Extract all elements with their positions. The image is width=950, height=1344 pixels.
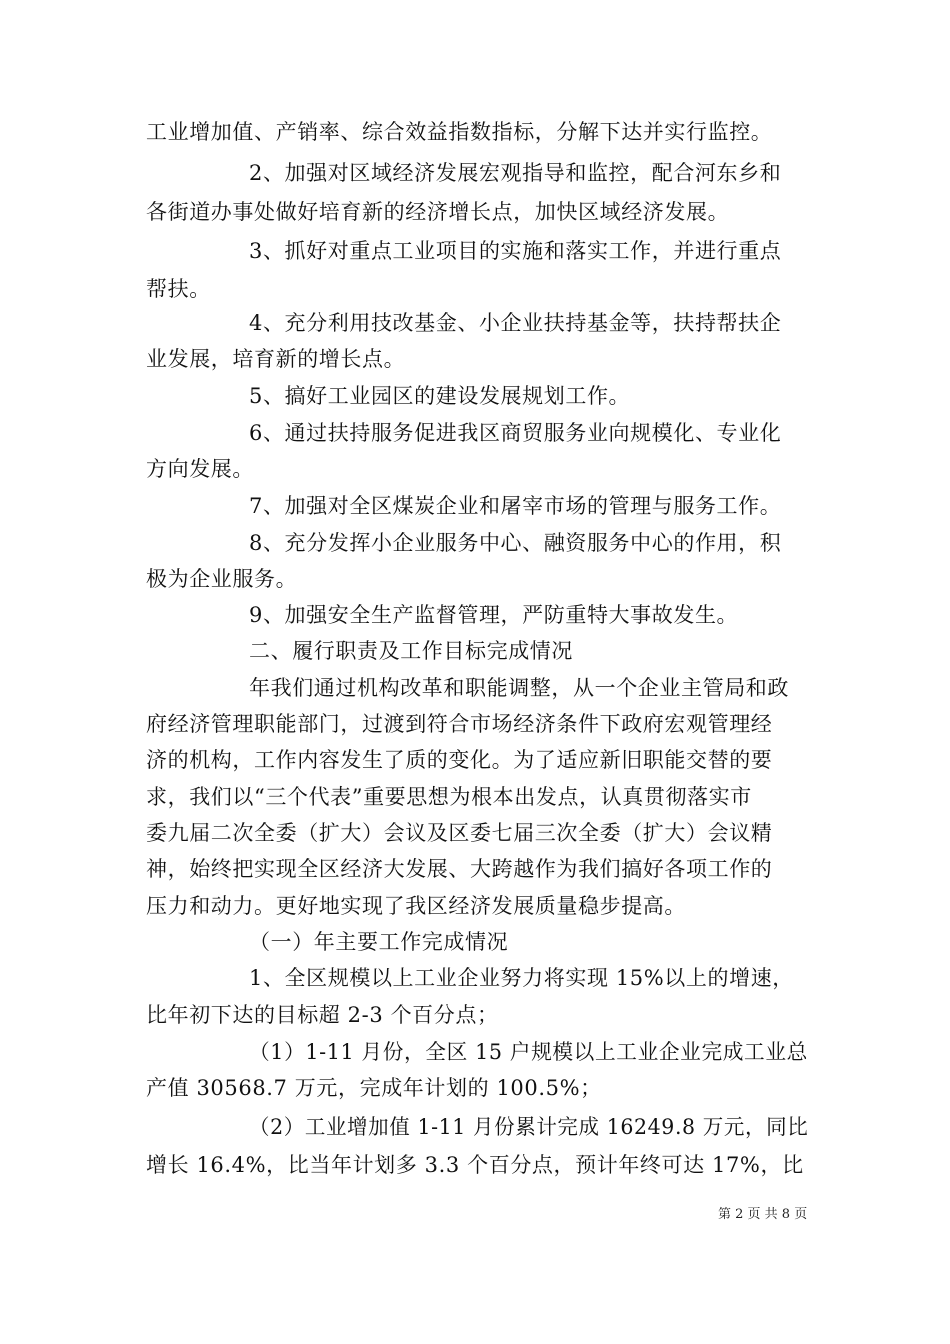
text-line: 工业增加值、产销率、综合效益指数指标，分解下达并实行监控。 — [146, 120, 773, 144]
text-line: 委九届二次全委（扩大）会议及区委七届三次全委（扩大）会议精 — [146, 821, 773, 845]
text-line: （1）1-11 月份，全区 15 户规模以上工业企业完成工业总 — [249, 1040, 808, 1064]
text-line: 9、加强安全生产监督管理，严防重特大事故发生。 — [249, 603, 739, 627]
text-line: 2、加强对区域经济发展宏观指导和监控，配合河东乡和 — [249, 161, 782, 185]
text-line: 帮扶。 — [146, 277, 211, 301]
text-line: 5、搞好工业园区的建设发展规划工作。 — [249, 384, 631, 408]
text-line: 神，始终把实现全区经济大发展、大跨越作为我们搞好各项工作的 — [146, 857, 773, 881]
text-line: 业发展，培育新的增长点。 — [146, 347, 406, 371]
text-line: 求，我们以“三个代表”重要思想为根本出发点，认真贯彻落实市 — [146, 785, 752, 809]
section-heading: 二、履行职责及工作目标完成情况 — [249, 639, 573, 663]
text-line: （2）工业增加值 1-11 月份累计完成 16249.8 万元，同比 — [249, 1115, 809, 1139]
text-line: 7、加强对全区煤炭企业和屠宰市场的管理与服务工作。 — [249, 494, 782, 518]
text-line: 方向发展。 — [146, 457, 254, 481]
text-line: 1、全区规模以上工业企业努力将实现 15%以上的增速， — [249, 966, 794, 990]
text-line: 产值 30568.7 万元，完成年计划的 100.5%； — [146, 1076, 602, 1100]
text-line: 济的机构，工作内容发生了质的变化。为了适应新旧职能交替的要 — [146, 748, 773, 772]
text-line: 府经济管理职能部门，过渡到符合市场经济条件下政府宏观管理经 — [146, 712, 773, 736]
text-line: 各街道办事处做好培育新的经济增长点，加快区域经济发展。 — [146, 200, 730, 224]
text-line: 3、抓好对重点工业项目的实施和落实工作，并进行重点 — [249, 239, 782, 263]
text-line: 压力和动力。更好地实现了我区经济发展质量稳步提高。 — [146, 894, 686, 918]
text-line: 极为企业服务。 — [146, 567, 298, 591]
text-line: 8、充分发挥小企业服务中心、融资服务中心的作用，积 — [249, 531, 782, 555]
text-line: 6、通过扶持服务促进我区商贸服务业向规模化、专业化 — [249, 421, 782, 445]
subsection-heading: （一）年主要工作完成情况 — [249, 930, 509, 954]
text-line: 4、充分利用技改基金、小企业扶持基金等，扶持帮扶企 — [249, 311, 782, 335]
text-line: 比年初下达的目标超 2-3 个百分点； — [146, 1003, 499, 1027]
text-line: 年我们通过机构改革和职能调整，从一个企业主管局和政 — [249, 676, 789, 700]
text-line: 增长 16.4%，比当年计划多 3.3 个百分点，预计年终可达 17%，比 — [146, 1153, 804, 1177]
page-number: 第 2 页 共 8 页 — [718, 1207, 808, 1222]
